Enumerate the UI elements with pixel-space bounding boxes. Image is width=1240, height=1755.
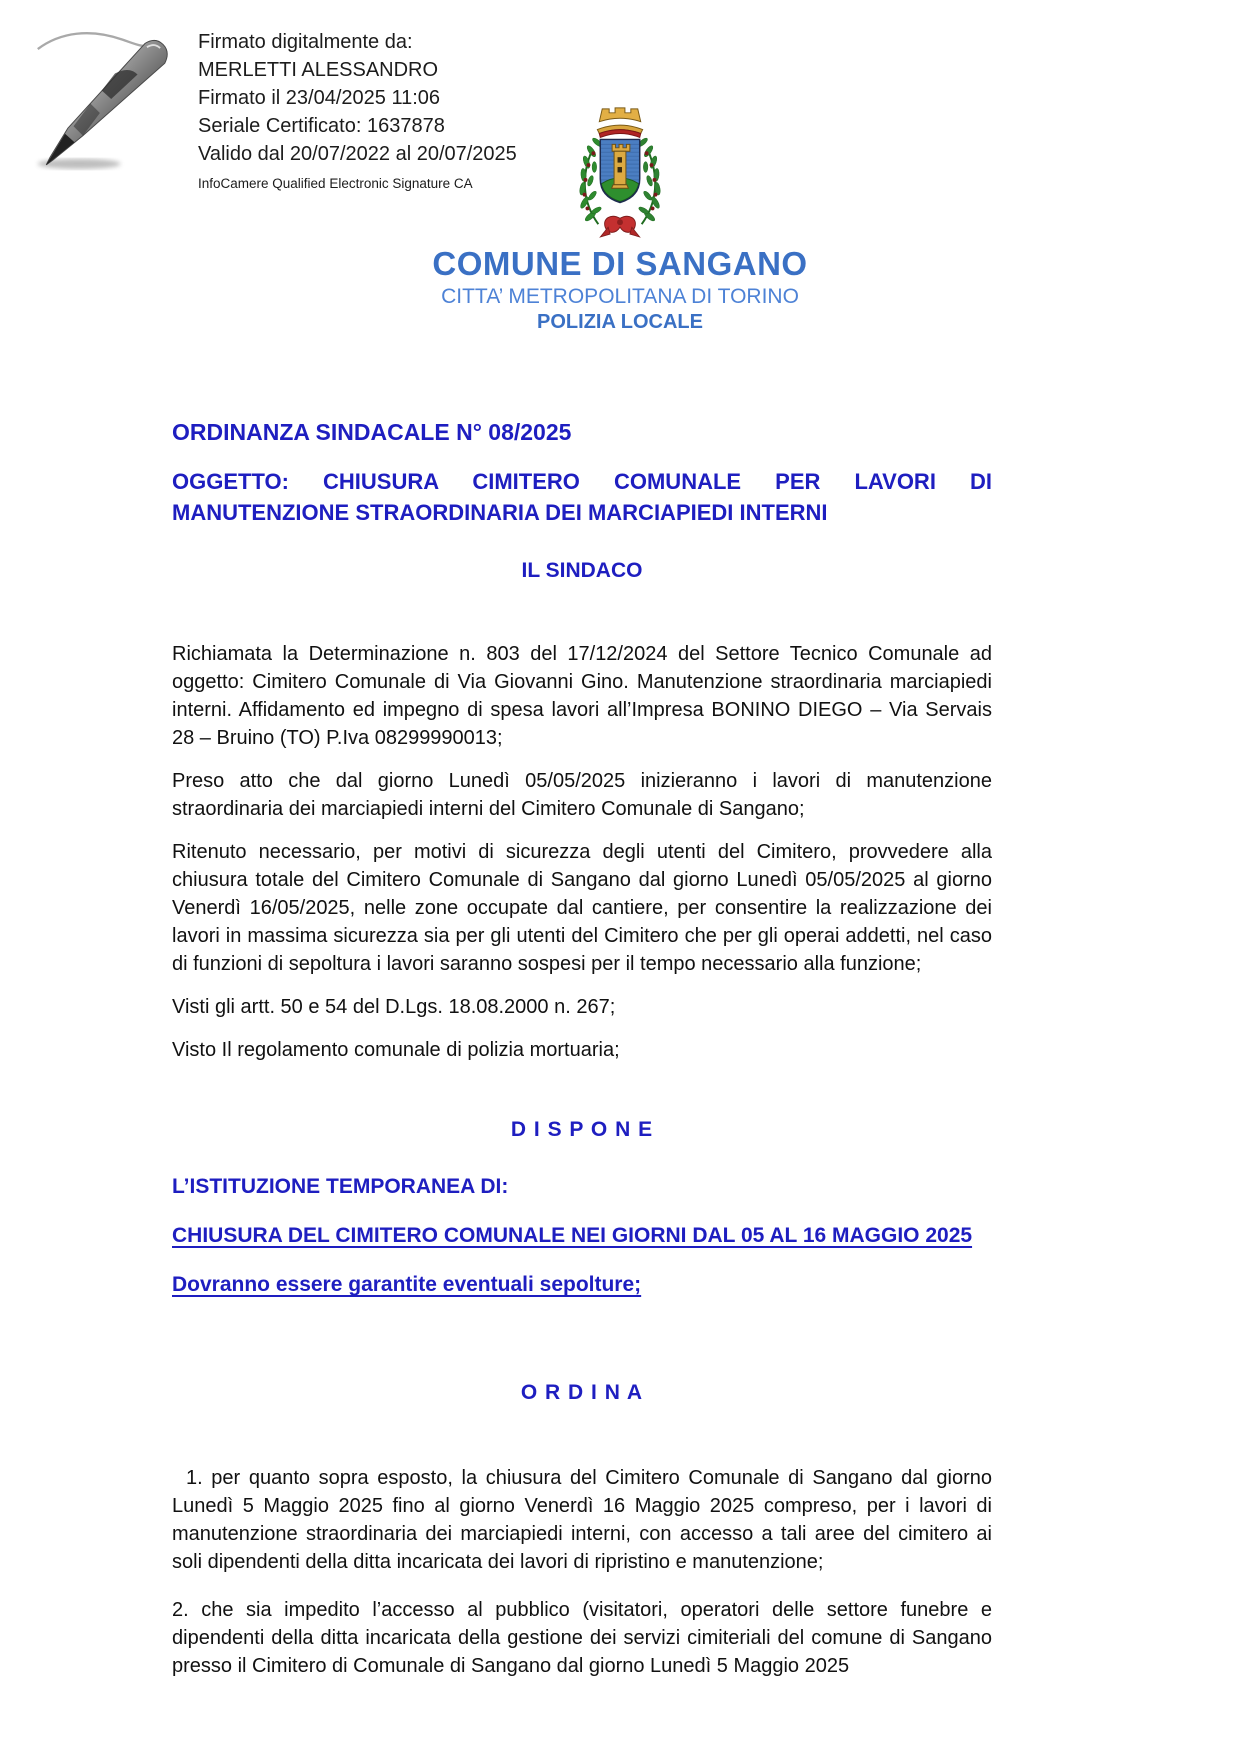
recital-paragraph-2: Preso atto che dal giorno Lunedì 05/05/2025 inizieranno i lavori di manutenzione straordinaria dei marciapiedi interni del Cimitero Comunale di Sangano; [172,770,992,820]
ordinance-title: ORDINANZA SINDACALE N° 08/2025 [172,419,572,445]
signature-ca-label: InfoCamere Qualified Electronic Signature CA [198,176,473,191]
mural-crown [597,108,642,138]
municipality-name: COMUNE DI SANGANO [432,245,808,282]
subject-paragraph [172,466,992,528]
signature-line-signed-date: Firmato il 23/04/2025 11:06 [198,87,441,109]
role-heading: IL SINDACO [521,559,643,582]
document-content [172,418,992,1680]
ordina-heading: O R D I N A [520,1381,644,1404]
dispone-item-burials: Dovranno essere garantite eventuali sepolture; [172,1273,642,1296]
signature-line-signer-name: MERLETTI ALESSANDRO [198,59,439,81]
recital-paragraph-5: Visto Il regolamento comunale di polizia mortuaria; [172,1039,620,1061]
signature-text [198,22,517,192]
digital-signature-stamp [34,22,517,192]
recital-paragraph-4: Visti gli artt. 50 e 54 del D.Lgs. 18.08.2000 n. 267; [172,996,616,1018]
dispone-item-closure: CHIUSURA DEL CIMITERO COMUNALE NEI GIORNI DAL 05 AL 16 MAGGIO 2025 [172,1224,973,1247]
dispone-intro: L’ISTITUZIONE TEMPORANEA DI: [172,1175,509,1198]
subject-line-2: MANUTENZIONE STRAORDINARIA DEI MARCIAPIEDI INTERNI [172,500,828,525]
order-paragraph-2: 2. che sia impedito l’accesso al pubblico (visitatori, operatori delle settore funebre e dipendenti della ditta incaricata della gestione dei servizi cimiteriali del comune di Sangano presso il Cimitero di Comunale di Sangano dal giorno Lunedì 5 Maggio 2025 [172,1599,992,1677]
subject-line-1: OGGETTO: CHIUSURA CIMITERO COMUNALE PER LAVORI DI [172,469,992,494]
signature-line-validity: Valido dal 20/07/2022 al 20/07/2025 [198,143,517,165]
ribbon-bow [600,216,639,237]
order-paragraph-1: 1. per quanto sopra esposto, la chiusura del Cimitero Comunale di Sangano dal giorno Lunedì 5 Maggio 2025 fino al giorno Venerdì 16 Maggio 2025 compreso, per i lavori di manutenzione straordinaria dei marciapiedi interni, con accesso a tali aree del cimitero ai soli dipendenti della ditta incaricata dei lavori di ripristino e manutenzione; [172,1467,992,1573]
signature-line-certificate-serial: Seriale Certificato: 1637878 [198,115,445,137]
metropolitan-city-subtitle: CITTA’ METROPOLITANA DI TORINO [441,285,799,308]
recital-paragraph-3: Ritenuto necessario, per motivi di sicurezza degli utenti del Cimitero, provvedere alla chiusura totale del Cimitero Comunale di Sangano dal giorno Lunedì 05/05/2025 al giorno Venerdì 16/05/2025, nelle zone occupate dal cantiere, per consentire la realizzazione dei lavori in massima sicurezza sia per gli utenti del Cimitero che per gli operai addetti, nel caso di funzioni di sepoltura i lavori saranno sospesi per il tempo necessario alla funzione; [172,841,992,975]
department-name: POLIZIA LOCALE [537,311,703,333]
signature-line-signed-by: Firmato digitalmente da: [198,31,413,53]
recital-paragraph-1: Richiamata la Determinazione n. 803 del 17/12/2024 del Settore Tecnico Comunale ad oggetto: Cimitero Comunale di Via Giovanni Gino. Manutenzione straordinaria marciapiedi interni. Affidamento ed impegno di spesa lavori all’Impresa BONINO DIEGO – Via Servais 28 – Bruino (TO) P.Iva 08299990013; [172,643,992,749]
dispone-heading: D I S P O N E [510,1118,654,1141]
shield [600,139,639,202]
fountain-pen-icon [34,22,194,174]
